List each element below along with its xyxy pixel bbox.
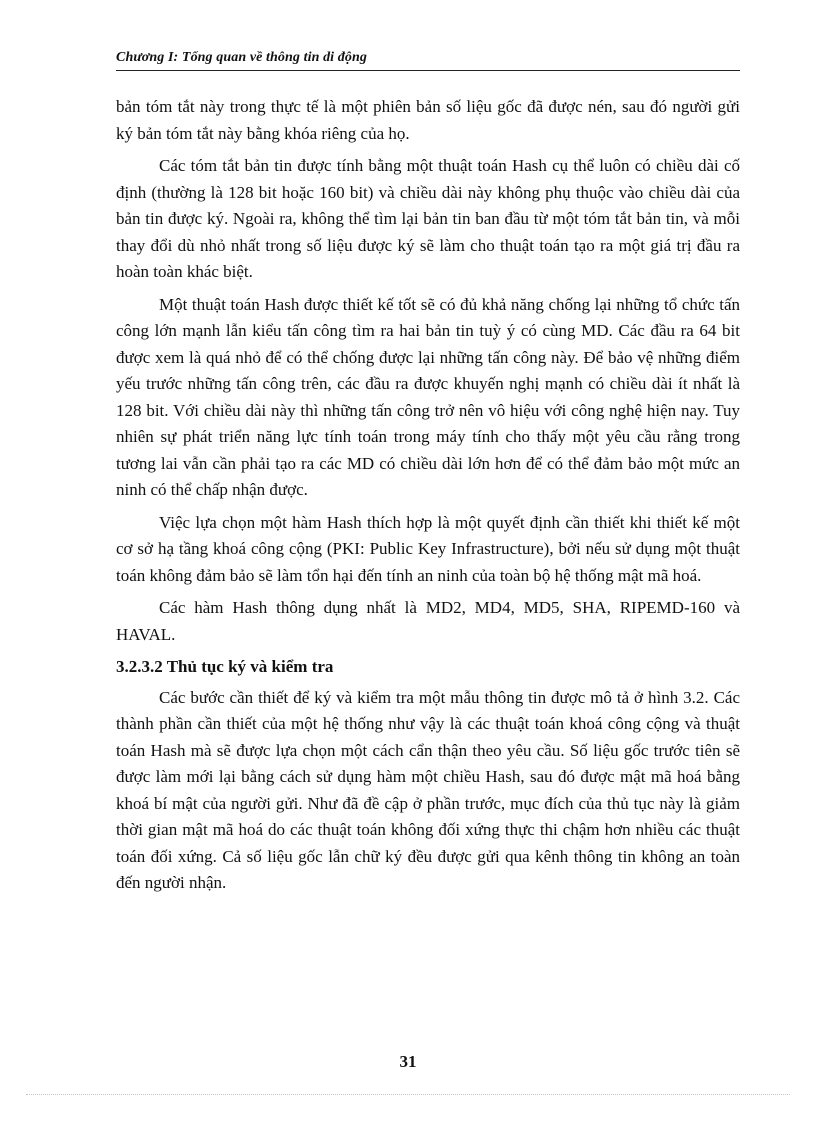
chapter-title: Chương I: Tổng quan về thông tin di động bbox=[116, 50, 367, 65]
footer-divider bbox=[26, 1094, 790, 1095]
paragraph-hash-selection: Việc lựa chọn một hàm Hash thích hợp là một quyết định cần thiết khi thiết kế một cơ sở hạ tầng khoá công cộng (PKI: Public Key Infrastructure), bởi nếu sử dụng một thuật toán không đảm bảo sẽ làm tổn hại đến tính an ninh của toàn bộ hệ thống mật mã hoá. bbox=[116, 512, 740, 585]
paragraph-continuation: bản tóm tắt này trong thực tế là một phiên bản số liệu gốc đã được nén, sau đó người gửi ký bản tóm tắt này bằng khóa riêng của họ. bbox=[116, 97, 740, 143]
document-body bbox=[116, 94, 740, 903]
page-number: 31 bbox=[399, 1052, 417, 1071]
paragraph-signing-procedure: Các bước cần thiết để ký và kiểm tra một mẫu thông tin được mô tả ở hình 3.2. Các thành phần cần thiết của một hệ thống như vậy là các thuật toán khoá công cộng và thuật toán Hash mà sẽ được lựa chọn một cách cẩn thận theo yêu cầu. Số liệu gốc trước tiên sẽ được làm mới lại bằng cách sử dụng hàm một chiều Hash, sau đó được mật mã hoá bằng khoá bí mật của người gửi. Như đã đề cập ở phần trước, mục đích của thủ tục này là giảm thời gian mật mã hoá do các thuật toán không đối xứng thực thi chậm hơn nhiều các thuật toán đối xứng. Cả số liệu gốc lẫn chữ ký đều được gửi qua kênh thông tin không an toàn đến người nhận. bbox=[116, 687, 740, 892]
paragraph-hash-attacks: Một thuật toán Hash được thiết kế tốt sẽ có đủ khả năng chống lại những tổ chức tấn công lớn mạnh lẫn kiểu tấn công tìm ra hai bản tin tuỳ ý có cùng MD. Các đầu ra 64 bit được xem là quá nhỏ để có thể chống được lại những tấn công này. Để bảo vệ những điểm yếu trước những tấn công trên, các đầu ra được khuyến nghị mạnh có chiều dài ít nhất là 128 bit. Với chiều dài này thì những tấn công trở nên vô hiệu với công nghệ hiện nay. Tuy nhiên sự phát triển năng lực tính toán trong máy tính cho thấy một yêu cầu rằng trong tương lai vẫn cần phải tạo ra các MD có chiều dài lớn hơn để có thể đảm bảo một mức an ninh có thể chấp nhận được. bbox=[116, 294, 740, 499]
section-heading: 3.2.3.2 Thủ tục ký và kiểm tra bbox=[116, 657, 334, 676]
paragraph-hash-functions: Các hàm Hash thông dụng nhất là MD2, MD4, MD5, SHA, RIPEMD-160 và HAVAL. bbox=[116, 598, 740, 644]
paragraph-hash-digest: Các tóm tắt bản tin được tính bằng một thuật toán Hash cụ thể luôn có chiều dài cố định (thường là 128 bit hoặc 160 bit) và chiều dài này không phụ thuộc vào chiều dài của bản tin được ký. Ngoài ra, không thể tìm lại bản tin ban đầu từ một tóm tắt bản tin, và mỗi thay đổi dù nhỏ nhất trong số liệu được ký sẽ làm cho thuật toán tạo ra một giá trị đầu ra hoàn toàn khác biệt. bbox=[116, 156, 740, 281]
page-header bbox=[116, 46, 740, 71]
